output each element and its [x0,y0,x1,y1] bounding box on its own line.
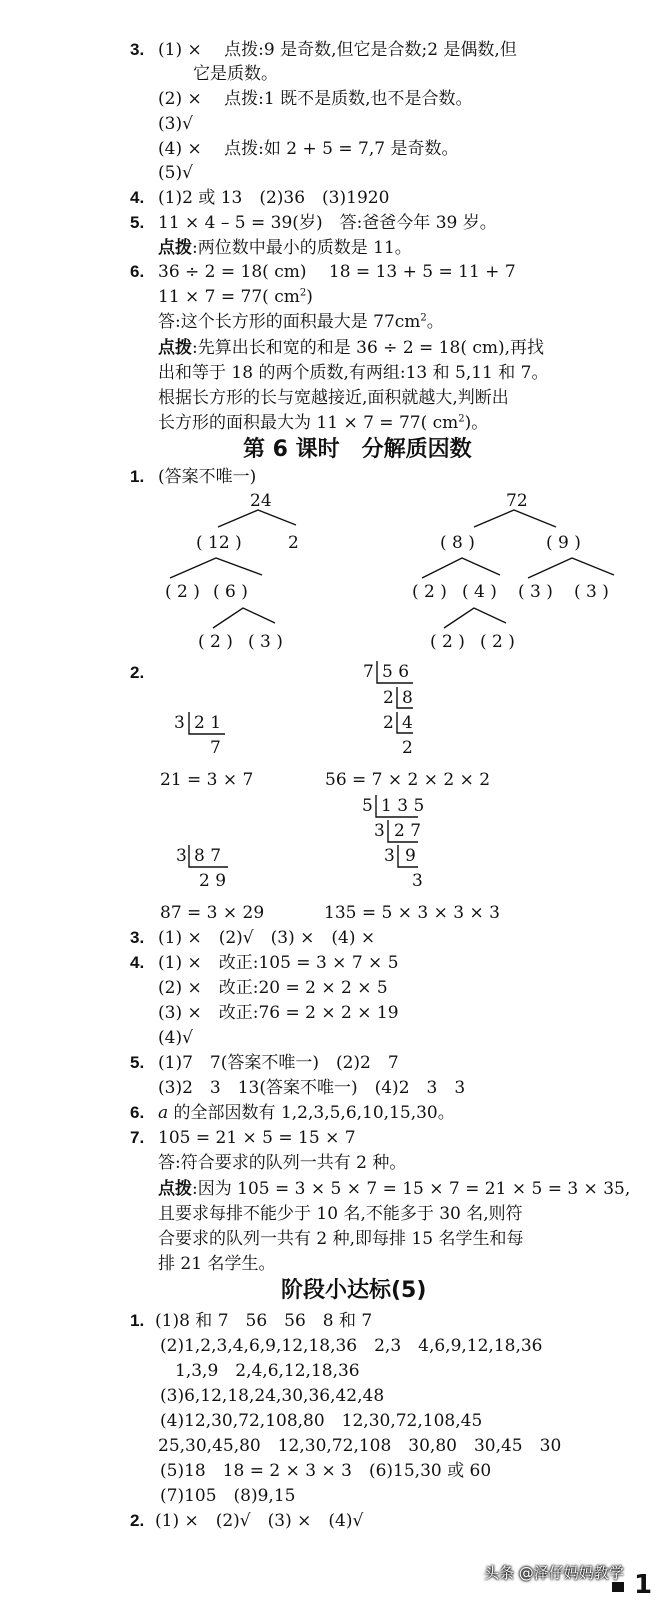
div135-equation: 135 = 5 × 3 × 3 × 3 [324,903,500,923]
l6-q7-hint-line3: 合要求的队列一共有 2 种,即每排 15 名学生和每 [158,1229,524,1249]
s5-q1-line5: (4)12,30,72,108,80 12,30,72,108,45 [160,1411,483,1431]
q6-hint-expr: 长方形的面积最大为 11 × 7 = 77( cm [158,413,459,433]
div21-dividend: 2 1 [194,713,222,733]
div135-dividend2: 2 7 [394,821,422,841]
watermark: 头条 @泽仔妈妈教学 [484,1564,624,1582]
div87-equation: 87 = 3 × 29 [160,903,265,923]
tree2-node-2b: ( 2 ) [430,632,465,652]
q4-number: 4. [130,188,145,207]
div135-divisor1: 5 [362,796,373,816]
q6-answer-sup: 2 [420,312,427,324]
l6-q5-number: 5. [130,1053,145,1072]
l6-q7-number: 7. [130,1128,145,1147]
q4-answer: (1)2 或 13 (2)36 (3)1920 [158,188,390,208]
s5-q1-line2: (2)1,2,3,4,6,9,12,18,36 2,3 4,6,9,12,18,36 [160,1336,543,1356]
q6-hint-line2: 出和等于 18 的两个质数,有两组:13 和 5,11 和 7。 [158,363,549,383]
s5-q1-number: 1. [130,1311,145,1330]
l6-q2-number: 2. [130,663,145,682]
page-number: 1 [634,1570,653,1600]
div21-equation: 21 = 3 × 7 [160,770,254,790]
div56-divisor1: 7 [363,662,374,682]
div21-divisor: 3 [174,713,185,733]
tree1-node-3: ( 3 ) [248,632,283,652]
div135-dividend3: 9 [405,846,416,866]
s5-q2-number: 2. [130,1511,145,1530]
div135-divisor3: 3 [384,846,395,866]
tree1-branch-6 [213,608,275,628]
div135-quotient: 3 [412,871,423,891]
hint-text: :因为 105 = 3 × 5 × 7 = 15 × 7 = 21 × 5 = 3 × 35, [192,1179,631,1199]
l6-q5-line2: (3)2 3 13(答案不唯一) (4)2 3 3 [158,1078,466,1098]
q6-line1: 36 ÷ 2 = 18( cm) 18 = 13 + 5 = 11 + 7 [158,262,516,282]
q3-number: 3. [130,40,145,59]
tree2-branch-4 [444,608,506,628]
q6-number: 6. [130,262,145,281]
hint-text: :两位数中最小的质数是 11。 [192,238,412,258]
q3-item4: (4) × 点拨:如 2 + 5 = 7,7 是奇数。 [158,139,459,159]
s5-q1-line4: (3)6,12,18,24,30,36,42,48 [160,1386,385,1406]
q6-answer-end: 。 [426,312,444,332]
div56-divisor3: 2 [383,713,394,733]
hint-label: 点拨 [158,238,192,258]
l6-q6-number: 6. [130,1103,145,1122]
div56-dividend1: 5 6 [382,662,410,682]
div56-dividend3: 4 [402,713,413,733]
l6-q4-item4: (4)√ [158,1028,193,1048]
lesson6-title: 第 6 课时 分解质因数 [243,437,472,462]
q6-area-expr: 11 × 7 = 77( cm [158,287,300,307]
tree1-root: 24 [250,491,272,511]
div21-quotient: 7 [210,738,221,758]
l6-q1-note: (答案不唯一) [158,467,257,487]
hint-label: 点拨 [158,338,192,358]
div135-dividend1: 1 3 5 [381,796,425,816]
l6-q7-hint-line4: 排 21 名学生。 [158,1254,276,1274]
tree2-root: 72 [506,491,528,511]
div56-quotient: 2 [402,738,413,758]
l6-q4-number: 4. [130,953,145,972]
tree2-branch-9 [528,558,614,578]
s5-q1-line3: 1,3,9 2,4,6,12,18,36 [175,1361,360,1381]
l6-q6-text: 的全部因数有 1,2,3,5,6,10,15,30。 [168,1103,455,1123]
tree2-node-2a: ( 2 ) [412,582,447,602]
div87-divisor: 3 [176,846,187,866]
q3-item3: (3)√ [158,114,193,134]
hint-label: 点拨 [158,1179,192,1199]
l6-q4-item2: (2) × 改正:20 = 2 × 2 × 5 [158,978,388,998]
l6-q3-answer: (1) × (2)√ (3) × (4) × [158,928,376,948]
tree2-node-9: ( 9 ) [546,533,581,553]
l6-q4-item1: (1) × 改正:105 = 3 × 7 × 5 [158,953,399,973]
tree1-node-6: ( 6 ) [213,582,248,602]
q6-area-sup: 2 [299,287,307,299]
tree1-node-12: ( 12 ) [196,533,242,553]
s5-q1-line7: (5)18 18 = 2 × 3 × 3 (6)15,30 或 60 [160,1461,492,1481]
q3-item1-line1: (1) × 点拨:9 是奇数,但它是合数;2 是偶数,但 [158,40,517,60]
s5-q1-line8: (7)105 (8)9,15 [160,1486,296,1506]
l6-q1-number: 1. [130,467,145,486]
q5-answer: 11 × 4 – 5 = 39(岁) 答:爸爸今年 39 岁。 [158,213,497,233]
tree2-node-3a: ( 3 ) [518,582,553,602]
tree1-node-2c: ( 2 ) [198,632,233,652]
l6-q6-answer [158,1103,455,1123]
div56-dividend2: 8 [402,688,413,708]
tree2-node-4: ( 4 ) [462,582,497,602]
q3-item5: (5)√ [158,163,193,183]
tree2-branch-72 [474,510,556,527]
div56-equation: 56 = 7 × 2 × 2 × 2 [325,770,491,790]
hint-text: :先算出长和宽的和是 36 ÷ 2 = 18( cm),再找 [192,338,545,358]
tree1-node-2b: ( 2 ) [165,582,200,602]
page-marker-block [612,1582,624,1592]
q3-item1-line2: 它是质数。 [193,64,278,84]
tree2-node-2c: ( 2 ) [480,632,515,652]
l6-q7-hint-line1 [158,1179,630,1199]
q6-answer-text: 答:这个长方形的面积最大是 77cm [158,312,421,332]
q6-hint-sup: 2 [458,413,465,425]
tree1-branch-24 [218,510,296,527]
q5-number: 5. [130,213,145,232]
tree1-node-2: 2 [288,533,299,553]
l6-q4-item3: (3) × 改正:76 = 2 × 2 × 19 [158,1003,399,1023]
tree2-node-3b: ( 3 ) [574,582,609,602]
s5-q1-line6: 25,30,45,80 12,30,72,108 30,80 30,45 30 [158,1436,562,1456]
tree2-node-8: ( 8 ) [440,533,475,553]
q6-hint-line3: 根据长方形的长与宽越接近,面积就越大,判断出 [158,388,509,408]
div87-quotient: 2 9 [199,871,227,891]
q6-hint-end: )。 [464,413,489,433]
q3-item2: (2) × 点拨:1 既不是质数,也不是合数。 [158,89,473,109]
s5-q1-line1: (1)8 和 7 56 56 8 和 7 [155,1311,373,1331]
l6-q6-variable: a [158,1103,169,1123]
l6-q5-line1: (1)7 7(答案不唯一) (2)2 7 [158,1053,399,1073]
l6-q7-answer: 答:符合要求的队列一共有 2 种。 [158,1153,407,1173]
div87-dividend: 8 7 [194,846,222,866]
s5-q2-answer: (1) × (2)√ (3) × (4)√ [155,1511,364,1531]
stage5-title: 阶段小达标(5) [281,1278,427,1303]
l6-q3-number: 3. [130,928,145,947]
div135-divisor2: 3 [374,821,385,841]
div56-divisor2: 2 [383,688,394,708]
l6-q7-line1: 105 = 21 × 5 = 15 × 7 [158,1128,356,1148]
tree2-branch-8 [422,558,500,578]
l6-q7-hint-line2: 且要求每排不能少于 10 名,不能多于 30 名,则符 [158,1204,523,1224]
q6-area-close: ) [306,287,313,307]
tree1-branch-12 [170,558,262,578]
